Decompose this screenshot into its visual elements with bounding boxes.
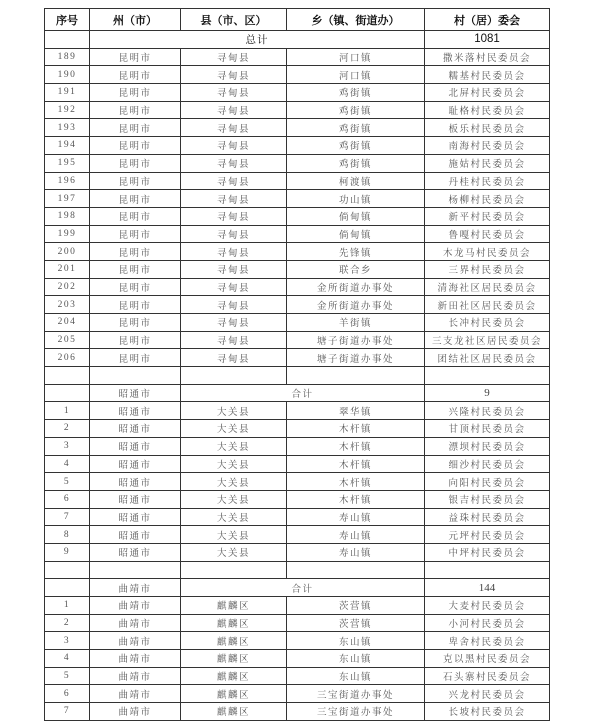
cell-county: 寻甸县 <box>181 190 287 208</box>
cell-township: 塘子街道办事处 <box>287 349 425 367</box>
cell-township: 金所街道办事处 <box>287 296 425 314</box>
cell-serial: 202 <box>45 278 90 296</box>
cell-village-committee: 三支龙社区居民委员会 <box>425 331 550 349</box>
cell-serial: 7 <box>45 508 90 526</box>
cell-township: 翠华镇 <box>287 402 425 420</box>
cell-village-committee: 长冲村民委员会 <box>425 314 550 332</box>
cell-township: 河口镇 <box>287 66 425 84</box>
table-row <box>45 650 550 668</box>
cell-village-committee: 小河村民委员会 <box>425 614 550 632</box>
table-row <box>45 402 550 420</box>
cell-county: 寻甸县 <box>181 278 287 296</box>
cell-county: 寻甸县 <box>181 154 287 172</box>
table-row <box>45 260 550 278</box>
cell-prefecture: 曲靖市 <box>90 685 181 703</box>
table-row <box>45 455 550 473</box>
table-row <box>45 437 550 455</box>
header-township: 乡（镇、街道办） <box>287 9 425 31</box>
subtotal-count: 144 <box>425 579 550 597</box>
cell-township: 功山镇 <box>287 190 425 208</box>
cell-village-committee: 团结社区居民委员会 <box>425 349 550 367</box>
grand-total-label: 总计 <box>90 31 425 49</box>
cell-serial: 198 <box>45 207 90 225</box>
cell-serial: 5 <box>45 667 90 685</box>
cell-county: 大关县 <box>181 437 287 455</box>
cell-township: 金所街道办事处 <box>287 278 425 296</box>
table-row <box>45 190 550 208</box>
table-row <box>45 225 550 243</box>
cell-county: 大关县 <box>181 473 287 491</box>
cell-township: 三宝街道办事处 <box>287 685 425 703</box>
table-row <box>45 207 550 225</box>
subtotal-row <box>45 384 550 402</box>
cell-county: 寻甸县 <box>181 225 287 243</box>
cell-county: 寻甸县 <box>181 137 287 155</box>
cell-village-committee: 兴隆村民委员会 <box>425 402 550 420</box>
cell-serial: 2 <box>45 420 90 438</box>
cell-serial: 194 <box>45 137 90 155</box>
village-committee-table <box>44 8 550 721</box>
cell-township: 木杆镇 <box>287 420 425 438</box>
table-row <box>45 154 550 172</box>
cell-village-committee: 清海社区居民委员会 <box>425 278 550 296</box>
subtotal-count: 9 <box>425 384 550 402</box>
cell-serial: 2 <box>45 614 90 632</box>
spacer-cell <box>45 367 90 385</box>
cell-serial: 3 <box>45 437 90 455</box>
table-row <box>45 137 550 155</box>
cell-county: 麒麟区 <box>181 703 287 721</box>
spacer-cell <box>181 367 287 385</box>
cell-township: 联合乡 <box>287 260 425 278</box>
cell-village-committee: 中坪村民委员会 <box>425 543 550 561</box>
cell-prefecture: 昆明市 <box>90 190 181 208</box>
grand-total-row <box>45 31 550 49</box>
cell-township: 河口镇 <box>287 48 425 66</box>
table-row <box>45 473 550 491</box>
table-row <box>45 172 550 190</box>
cell-serial: 1 <box>45 402 90 420</box>
cell-prefecture: 曲靖市 <box>90 650 181 668</box>
cell-serial: 204 <box>45 314 90 332</box>
cell-county: 寻甸县 <box>181 84 287 102</box>
cell-serial: 192 <box>45 101 90 119</box>
cell-township: 鸡街镇 <box>287 154 425 172</box>
cell-village-committee: 漂坝村民委员会 <box>425 437 550 455</box>
table-row <box>45 543 550 561</box>
header-prefecture: 州（市） <box>90 9 181 31</box>
cell-prefecture: 曲靖市 <box>90 614 181 632</box>
cell-township: 三宝街道办事处 <box>287 703 425 721</box>
subtotal-row <box>45 579 550 597</box>
cell-prefecture: 昭通市 <box>90 543 181 561</box>
cell-serial: 189 <box>45 48 90 66</box>
table-row <box>45 66 550 84</box>
cell-prefecture: 昭通市 <box>90 490 181 508</box>
cell-county: 寻甸县 <box>181 243 287 261</box>
cell-village-committee: 耻格村民委员会 <box>425 101 550 119</box>
cell-village-committee: 卑舍村民委员会 <box>425 632 550 650</box>
header-row <box>45 9 550 31</box>
subtotal-blank <box>45 384 90 402</box>
cell-village-committee: 大麦村民委员会 <box>425 597 550 615</box>
table-row <box>45 703 550 721</box>
cell-prefecture: 昭通市 <box>90 455 181 473</box>
cell-serial: 3 <box>45 632 90 650</box>
cell-county: 大关县 <box>181 420 287 438</box>
header-serial: 序号 <box>45 9 90 31</box>
cell-prefecture: 昆明市 <box>90 207 181 225</box>
cell-serial: 6 <box>45 685 90 703</box>
cell-township: 东山镇 <box>287 632 425 650</box>
cell-village-committee: 丹桂村民委员会 <box>425 172 550 190</box>
cell-village-committee: 新平村民委员会 <box>425 207 550 225</box>
cell-serial: 200 <box>45 243 90 261</box>
cell-township: 东山镇 <box>287 667 425 685</box>
cell-prefecture: 昭通市 <box>90 437 181 455</box>
table-row <box>45 296 550 314</box>
cell-prefecture: 昭通市 <box>90 508 181 526</box>
cell-village-committee: 新田社区居民委员会 <box>425 296 550 314</box>
cell-serial: 195 <box>45 154 90 172</box>
table-row <box>45 632 550 650</box>
cell-prefecture: 曲靖市 <box>90 597 181 615</box>
cell-township: 寿山镇 <box>287 508 425 526</box>
cell-township: 寿山镇 <box>287 526 425 544</box>
cell-township: 东山镇 <box>287 650 425 668</box>
cell-serial: 206 <box>45 349 90 367</box>
cell-prefecture: 昆明市 <box>90 48 181 66</box>
cell-township: 木杆镇 <box>287 473 425 491</box>
table-row <box>45 508 550 526</box>
cell-township: 鸡街镇 <box>287 119 425 137</box>
cell-prefecture: 昆明市 <box>90 260 181 278</box>
cell-township: 茨营镇 <box>287 614 425 632</box>
cell-village-committee: 北屏村民委员会 <box>425 84 550 102</box>
cell-village-committee: 克以黑村民委员会 <box>425 650 550 668</box>
cell-serial: 197 <box>45 190 90 208</box>
cell-county: 麒麟区 <box>181 597 287 615</box>
cell-prefecture: 曲靖市 <box>90 703 181 721</box>
cell-serial: 5 <box>45 473 90 491</box>
spacer-row <box>45 561 550 579</box>
cell-village-committee: 杨柳村民委员会 <box>425 190 550 208</box>
table-body <box>45 31 550 721</box>
cell-village-committee: 细沙村民委员会 <box>425 455 550 473</box>
cell-serial: 1 <box>45 597 90 615</box>
cell-county: 麒麟区 <box>181 650 287 668</box>
cell-county: 寻甸县 <box>181 349 287 367</box>
cell-county: 大关县 <box>181 402 287 420</box>
cell-serial: 4 <box>45 455 90 473</box>
spacer-cell <box>425 561 550 579</box>
cell-village-committee: 向阳村民委员会 <box>425 473 550 491</box>
cell-prefecture: 昆明市 <box>90 243 181 261</box>
header-county: 县（市、区） <box>181 9 287 31</box>
cell-county: 寻甸县 <box>181 296 287 314</box>
cell-village-committee: 鲁嘎村民委员会 <box>425 225 550 243</box>
cell-village-committee: 银吉村民委员会 <box>425 490 550 508</box>
cell-serial: 199 <box>45 225 90 243</box>
table-row <box>45 420 550 438</box>
cell-county: 寻甸县 <box>181 260 287 278</box>
cell-township: 木杆镇 <box>287 437 425 455</box>
cell-township: 倘甸镇 <box>287 207 425 225</box>
cell-county: 大关县 <box>181 526 287 544</box>
table-row <box>45 614 550 632</box>
cell-serial: 205 <box>45 331 90 349</box>
cell-village-committee: 长坡村民委员会 <box>425 703 550 721</box>
spacer-cell <box>425 367 550 385</box>
cell-prefecture: 昆明市 <box>90 119 181 137</box>
table-row <box>45 278 550 296</box>
cell-county: 寻甸县 <box>181 331 287 349</box>
cell-prefecture: 昆明市 <box>90 278 181 296</box>
cell-township: 木杆镇 <box>287 455 425 473</box>
table-row <box>45 84 550 102</box>
cell-serial: 203 <box>45 296 90 314</box>
subtotal-label: 合计 <box>181 579 425 597</box>
cell-village-committee: 兴龙村民委员会 <box>425 685 550 703</box>
table-row <box>45 243 550 261</box>
cell-township: 木杆镇 <box>287 490 425 508</box>
cell-county: 寻甸县 <box>181 101 287 119</box>
cell-county: 麒麟区 <box>181 632 287 650</box>
subtotal-prefecture: 曲靖市 <box>90 579 181 597</box>
cell-township: 羊街镇 <box>287 314 425 332</box>
cell-township: 柯渡镇 <box>287 172 425 190</box>
cell-serial: 9 <box>45 543 90 561</box>
cell-serial: 4 <box>45 650 90 668</box>
cell-township: 茨营镇 <box>287 597 425 615</box>
cell-village-committee: 撒米落村民委员会 <box>425 48 550 66</box>
cell-county: 麒麟区 <box>181 667 287 685</box>
spacer-cell <box>287 561 425 579</box>
cell-county: 寻甸县 <box>181 172 287 190</box>
cell-county: 大关县 <box>181 543 287 561</box>
cell-serial: 7 <box>45 703 90 721</box>
table-row <box>45 349 550 367</box>
cell-prefecture: 昆明市 <box>90 172 181 190</box>
cell-township: 寿山镇 <box>287 543 425 561</box>
cell-village-committee: 石头寨村民委员会 <box>425 667 550 685</box>
cell-prefecture: 昆明市 <box>90 349 181 367</box>
subtotal-blank <box>45 579 90 597</box>
cell-prefecture: 昆明市 <box>90 225 181 243</box>
spacer-cell <box>181 561 287 579</box>
subtotal-label: 合计 <box>181 384 425 402</box>
cell-county: 寻甸县 <box>181 119 287 137</box>
cell-prefecture: 曲靖市 <box>90 632 181 650</box>
cell-prefecture: 昭通市 <box>90 473 181 491</box>
cell-village-committee: 糯基村民委员会 <box>425 66 550 84</box>
cell-prefecture: 曲靖市 <box>90 667 181 685</box>
cell-county: 麒麟区 <box>181 685 287 703</box>
cell-county: 麒麟区 <box>181 614 287 632</box>
cell-county: 寻甸县 <box>181 66 287 84</box>
cell-prefecture: 昆明市 <box>90 66 181 84</box>
cell-village-committee: 南海村民委员会 <box>425 137 550 155</box>
table-row <box>45 314 550 332</box>
cell-serial: 8 <box>45 526 90 544</box>
grand-total-blank <box>45 31 90 49</box>
cell-village-committee: 甘顶村民委员会 <box>425 420 550 438</box>
cell-village-committee: 元坪村民委员会 <box>425 526 550 544</box>
cell-serial: 193 <box>45 119 90 137</box>
spacer-cell <box>90 561 181 579</box>
spacer-cell <box>45 561 90 579</box>
cell-village-committee: 板乐村民委员会 <box>425 119 550 137</box>
cell-county: 大关县 <box>181 455 287 473</box>
cell-prefecture: 昆明市 <box>90 331 181 349</box>
spacer-cell <box>90 367 181 385</box>
spacer-cell <box>287 367 425 385</box>
cell-prefecture: 昭通市 <box>90 420 181 438</box>
cell-serial: 6 <box>45 490 90 508</box>
cell-prefecture: 昆明市 <box>90 84 181 102</box>
header-village-committee: 村（居）委会 <box>425 9 550 31</box>
spacer-row <box>45 367 550 385</box>
table-row <box>45 597 550 615</box>
table-row <box>45 101 550 119</box>
table-row <box>45 526 550 544</box>
cell-county: 寻甸县 <box>181 314 287 332</box>
cell-serial: 196 <box>45 172 90 190</box>
cell-village-committee: 三界村民委员会 <box>425 260 550 278</box>
cell-serial: 201 <box>45 260 90 278</box>
table-row <box>45 331 550 349</box>
cell-township: 鸡街镇 <box>287 137 425 155</box>
cell-prefecture: 昆明市 <box>90 296 181 314</box>
cell-serial: 190 <box>45 66 90 84</box>
cell-township: 塘子街道办事处 <box>287 331 425 349</box>
cell-prefecture: 昭通市 <box>90 526 181 544</box>
cell-township: 鸡街镇 <box>287 101 425 119</box>
cell-county: 寻甸县 <box>181 207 287 225</box>
cell-prefecture: 昆明市 <box>90 154 181 172</box>
table-row <box>45 685 550 703</box>
cell-prefecture: 昆明市 <box>90 314 181 332</box>
cell-county: 大关县 <box>181 490 287 508</box>
table-row <box>45 490 550 508</box>
cell-prefecture: 昆明市 <box>90 137 181 155</box>
cell-village-committee: 施姑村民委员会 <box>425 154 550 172</box>
subtotal-prefecture: 昭通市 <box>90 384 181 402</box>
cell-township: 鸡街镇 <box>287 84 425 102</box>
cell-prefecture: 昆明市 <box>90 101 181 119</box>
table-row <box>45 119 550 137</box>
table-row <box>45 667 550 685</box>
cell-township: 先锋镇 <box>287 243 425 261</box>
table-row <box>45 48 550 66</box>
cell-county: 寻甸县 <box>181 48 287 66</box>
cell-county: 大关县 <box>181 508 287 526</box>
cell-village-committee: 木龙马村民委员会 <box>425 243 550 261</box>
cell-prefecture: 昭通市 <box>90 402 181 420</box>
grand-total-count: 1081 <box>425 31 550 49</box>
cell-serial: 191 <box>45 84 90 102</box>
cell-township: 倘甸镇 <box>287 225 425 243</box>
cell-village-committee: 益珠村民委员会 <box>425 508 550 526</box>
